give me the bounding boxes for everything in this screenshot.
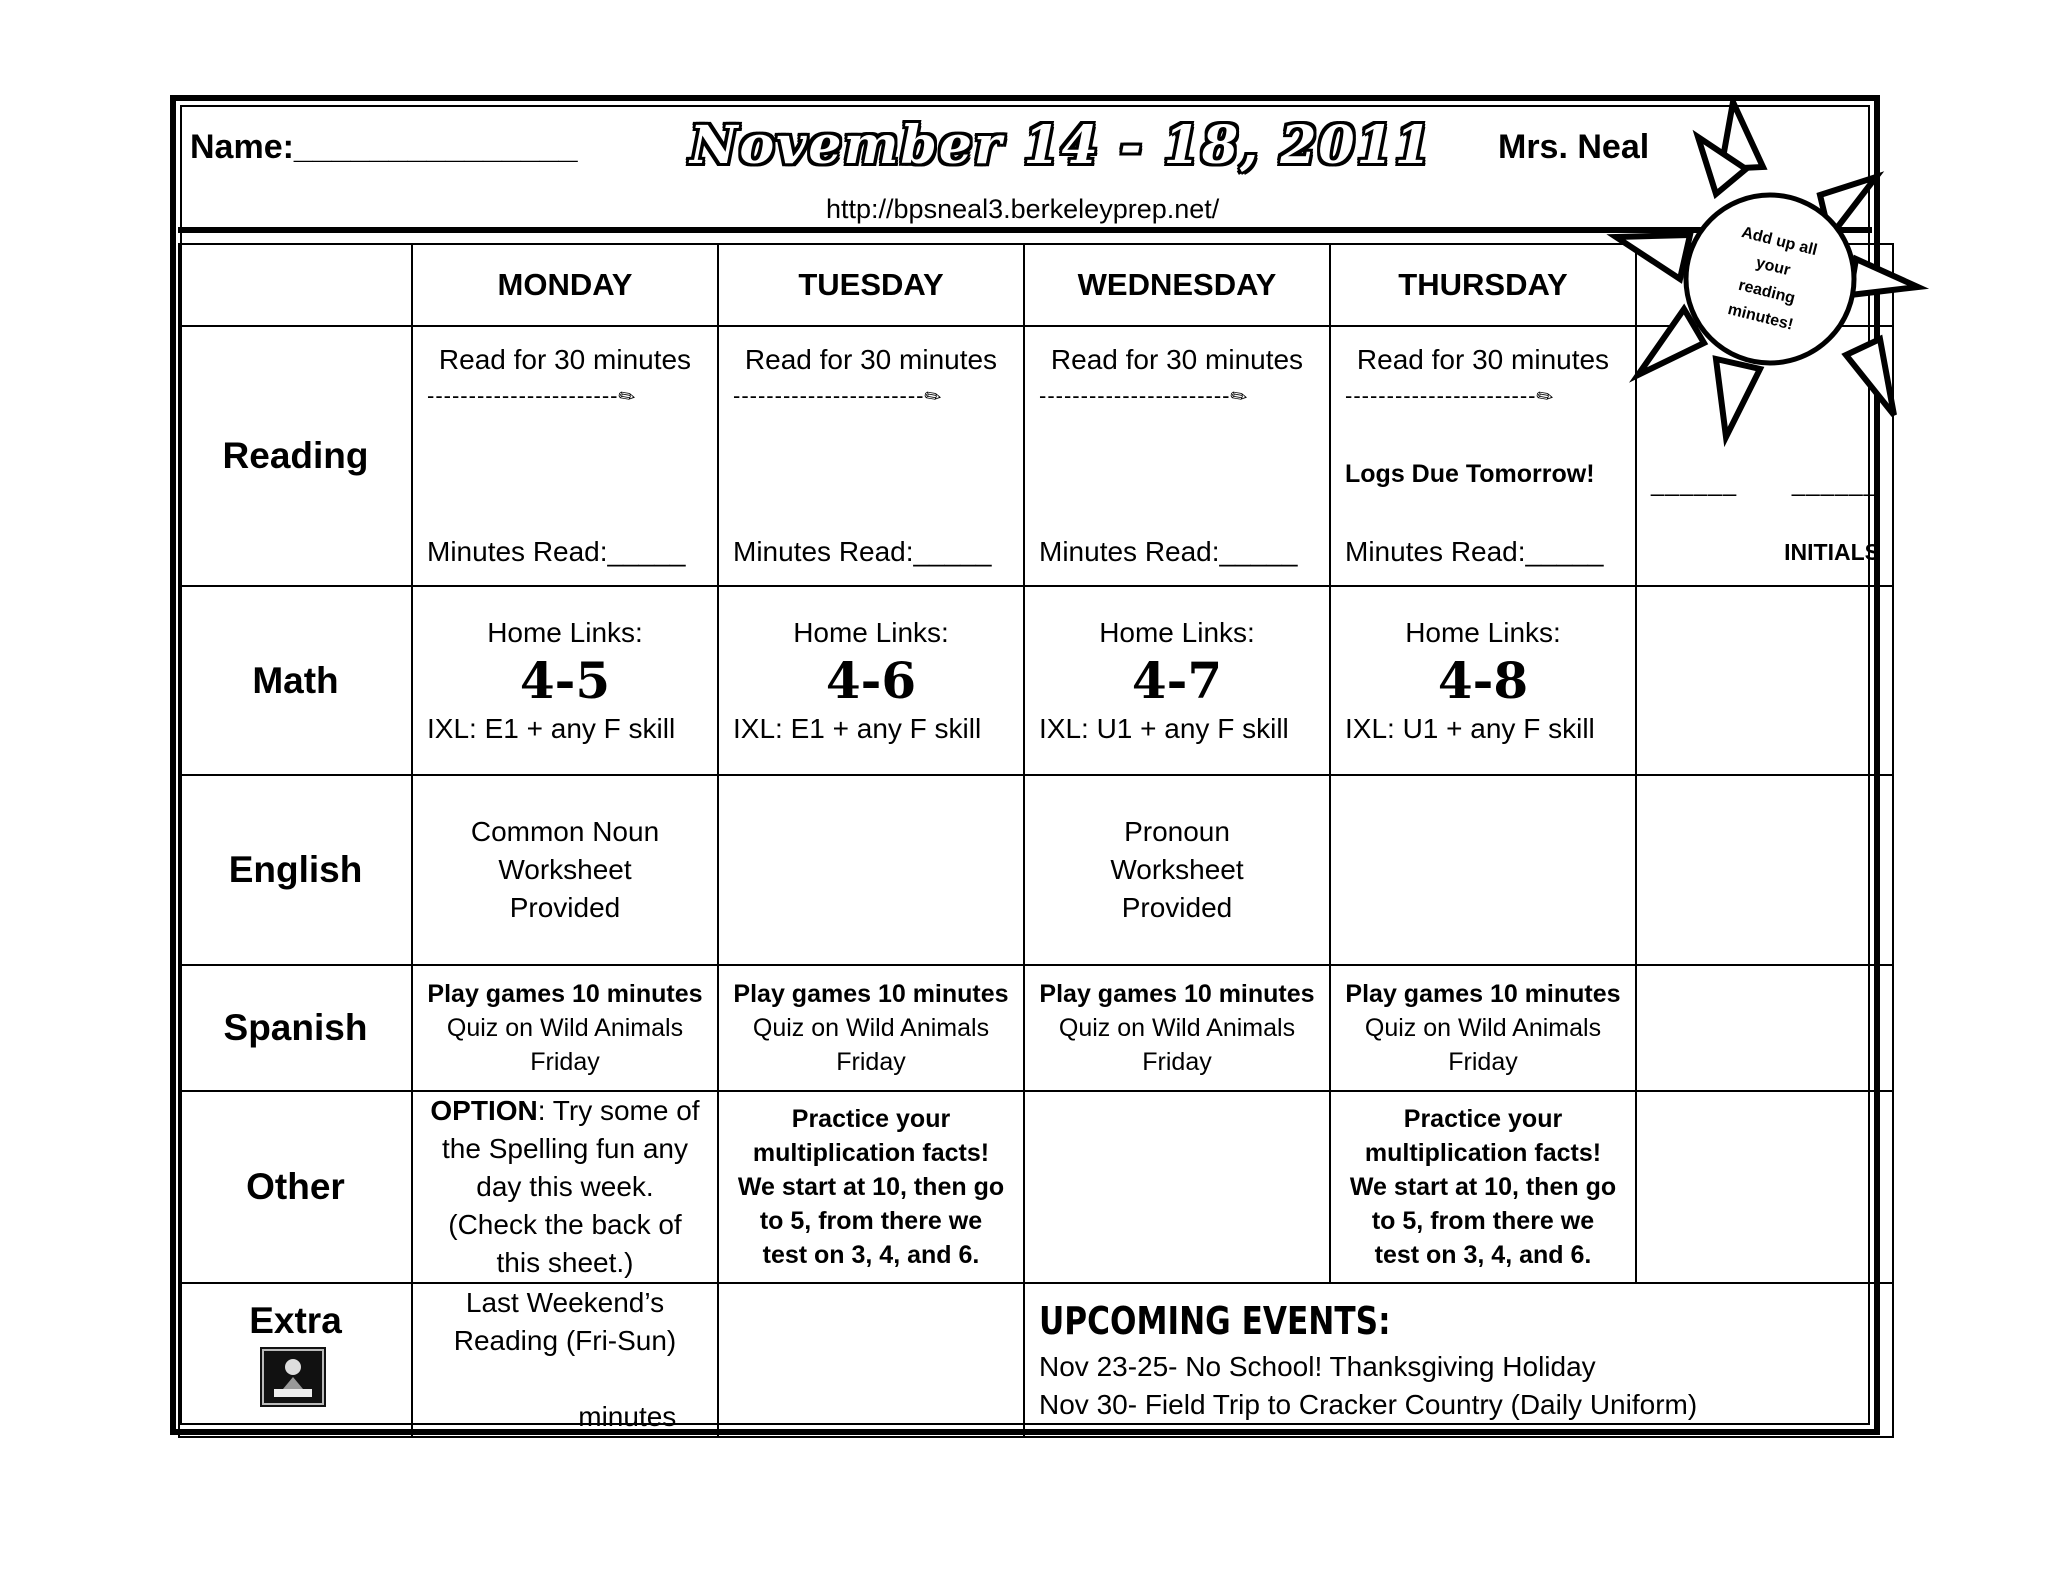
subject-spanish: Spanish xyxy=(179,965,412,1091)
minutes-read-field[interactable]: Minutes Read:_____ xyxy=(1039,536,1298,567)
reading-task: Read for 30 minutes xyxy=(438,344,692,375)
reading-wednesday: Read for 30 minutes -----------------------✎ Minutes Read:_____ xyxy=(1024,326,1330,586)
spanish-wednesday: Play games 10 minutes Quiz on Wild Animals Friday xyxy=(1024,965,1330,1091)
home-link-number: 4-5 xyxy=(519,650,611,710)
other-monday: OPTION: Try some of the Spelling fun any day this week. (Check the back of this sheet.) xyxy=(412,1091,718,1283)
ixl-assignment: IXL: E1 + any F skill xyxy=(427,712,676,744)
pencil-icon: ✎ xyxy=(613,382,641,412)
subject-english: English xyxy=(179,775,412,965)
initials-label: INITIALS xyxy=(1784,539,1880,565)
spanish-extra-column xyxy=(1636,965,1893,1091)
total-minutes-line[interactable]: ______ xyxy=(1651,470,1738,497)
minutes-read-field[interactable]: Minutes Read:_____ xyxy=(733,536,992,567)
other-wednesday xyxy=(1024,1091,1330,1283)
reading-tuesday: Read for 30 minutes -----------------------✎ Minutes Read:_____ xyxy=(718,326,1024,586)
minutes-read-field[interactable]: Minutes Read:_____ xyxy=(427,536,686,567)
other-tuesday: Practice your multiplication facts! We start at 10, then go to 5, from there we test on 3, 4, and 6. xyxy=(718,1091,1024,1283)
reading-task: Read for 30 minutes xyxy=(744,344,998,375)
sun-ray xyxy=(1716,359,1760,437)
english-wednesday: Pronoun Worksheet Provided xyxy=(1024,775,1330,965)
day-thursday: THURSDAY xyxy=(1330,244,1636,326)
event-item: Nov 23-25- No School! Thanksgiving Holiday xyxy=(1039,1351,1596,1382)
reading-thursday: Read for 30 minutes -----------------------✎ Logs Due Tomorrow! Minutes Read:_____ xyxy=(1330,326,1636,586)
name-field-label: Name:_______________ xyxy=(190,128,578,166)
ixl-assignment: IXL: U1 + any F skill xyxy=(1345,712,1595,744)
extra-tuesday xyxy=(718,1283,1024,1437)
sun-note-line: your xyxy=(1754,254,1792,280)
home-link-number: 4-8 xyxy=(1437,650,1529,710)
reading-task: Read for 30 minutes xyxy=(1050,344,1304,375)
spanish-tuesday: Play games 10 minutes Quiz on Wild Animals Friday xyxy=(718,965,1024,1091)
page-title: November 14 - 18, 2011 xyxy=(690,115,1433,176)
math-wednesday: Home Links: 4-7 IXL: U1 + any F skill xyxy=(1024,586,1330,775)
sun-note-line: minutes! xyxy=(1726,301,1795,334)
minutes-read-field[interactable]: Minutes Read:_____ xyxy=(1345,536,1604,567)
english-monday: Common Noun Worksheet Provided xyxy=(412,775,718,965)
subject-math: Math xyxy=(179,586,412,775)
sun-icon xyxy=(1598,97,1938,447)
english-extra-column xyxy=(1636,775,1893,965)
other-row xyxy=(179,1091,1893,1283)
sun-ray xyxy=(1846,339,1894,415)
events-title: UPCOMING EVENTS: xyxy=(1039,1299,1391,1343)
sun-note-line: reading xyxy=(1736,276,1797,308)
teacher-name: Mrs. Neal xyxy=(1498,128,1650,166)
initials-line[interactable]: ______ xyxy=(1791,470,1878,497)
corner-cell xyxy=(179,244,412,326)
extra-row xyxy=(179,1283,1893,1437)
reading-monday: Read for 30 minutes -----------------------✎ Minutes Read:_____ xyxy=(412,326,718,586)
sun-body xyxy=(1686,195,1854,363)
spanish-monday: Play games 10 minutes Quiz on Wild Animals Friday xyxy=(412,965,718,1091)
event-item: Nov 30- Field Trip to Cracker Country (Daily Uniform) xyxy=(1039,1389,1698,1420)
logs-due-note: Logs Due Tomorrow! xyxy=(1345,460,1595,488)
english-row xyxy=(179,775,1893,965)
subject-extra: Extra xyxy=(249,1300,342,1341)
other-thursday: Practice your multiplication facts! We start at 10, then go to 5, from there we test on 3, 4, and 6. xyxy=(1330,1091,1636,1283)
pencil-icon: ✎ xyxy=(1531,382,1559,412)
day-tuesday: TUESDAY xyxy=(718,244,1024,326)
math-thursday: Home Links: 4-8 IXL: U1 + any F skill xyxy=(1330,586,1636,775)
extra-monday: Last Weekend’s Reading (Fri-Sun) ________minutes xyxy=(412,1283,718,1437)
sun-note-line: Add up all xyxy=(1739,224,1819,260)
pencil-icon: ✎ xyxy=(919,382,947,412)
english-thursday xyxy=(1330,775,1636,965)
subject-other: Other xyxy=(179,1091,412,1283)
pencil-icon: ✎ xyxy=(1225,382,1253,412)
home-link-number: 4-7 xyxy=(1131,650,1223,710)
home-link-number: 4-6 xyxy=(825,650,917,710)
upcoming-events xyxy=(1024,1283,1893,1437)
spanish-row xyxy=(179,965,1893,1091)
sun-ray xyxy=(1616,235,1690,279)
math-tuesday: Home Links: 4-6 IXL: E1 + any F skill xyxy=(718,586,1024,775)
subject-reading: Reading xyxy=(179,326,412,586)
day-monday: MONDAY xyxy=(412,244,718,326)
math-monday: Home Links: 4-5 IXL: E1 + any F skill xyxy=(412,586,718,775)
ixl-assignment: IXL: E1 + any F skill xyxy=(733,712,982,744)
english-tuesday xyxy=(718,775,1024,965)
reading-child-icon xyxy=(260,1347,326,1407)
reading-task: Read for 30 minutes xyxy=(1356,344,1610,375)
sun-ray xyxy=(1850,259,1918,295)
class-website-url[interactable]: http://bpsneal3.berkeleyprep.net/ xyxy=(826,194,1220,224)
math-row xyxy=(179,586,1893,775)
day-wednesday: WEDNESDAY xyxy=(1024,244,1330,326)
math-extra-column xyxy=(1636,586,1893,775)
ixl-assignment: IXL: U1 + any F skill xyxy=(1039,712,1289,744)
other-extra-column xyxy=(1636,1091,1893,1283)
spanish-thursday: Play games 10 minutes Quiz on Wild Animals Friday xyxy=(1330,965,1636,1091)
weekend-minutes-field[interactable]: ________minutes xyxy=(453,1401,677,1432)
